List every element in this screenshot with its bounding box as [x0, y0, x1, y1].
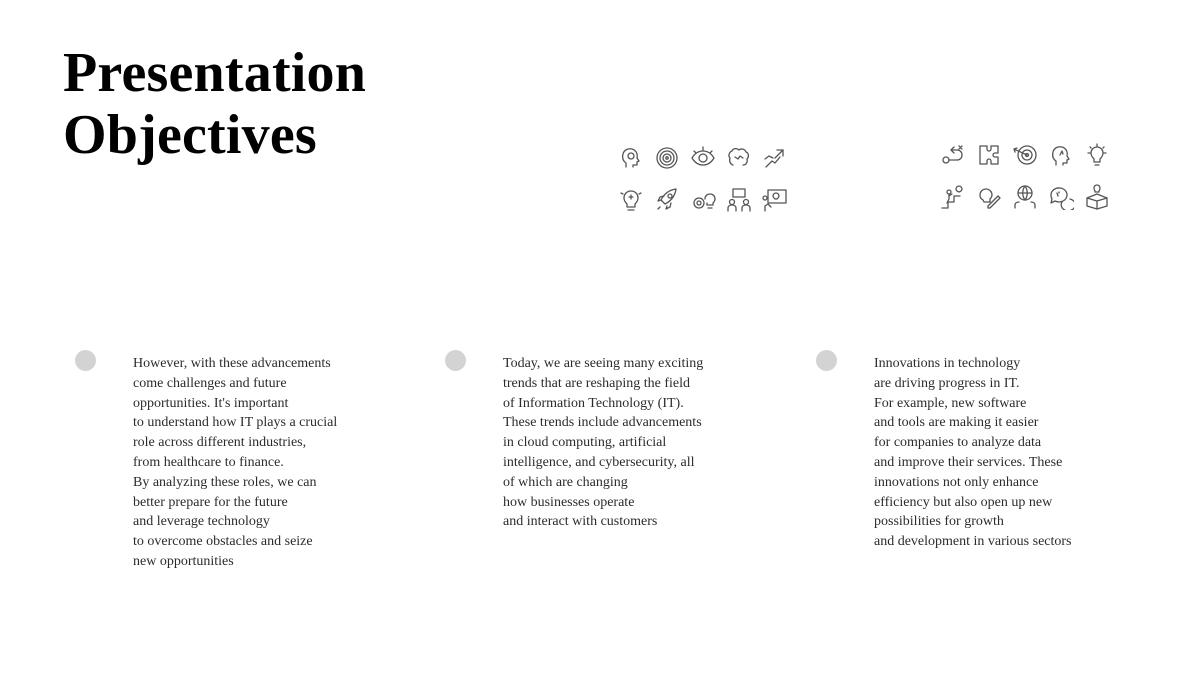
text-line: role across different industries,: [133, 435, 307, 451]
gears-bulb-icon: [685, 179, 721, 221]
head-gear-icon: [613, 137, 649, 179]
title-line-2: Objectives: [63, 104, 317, 166]
text-line: how businesses operate: [503, 494, 635, 510]
text-line: better prepare for the future: [133, 494, 288, 510]
text-line: for companies to analyze data: [874, 435, 1042, 451]
text-line: of which are changing: [503, 474, 628, 490]
global-team-icon: [1007, 176, 1043, 218]
text-line: in cloud computing, artificial: [503, 435, 667, 451]
text-line: opportunities. It's important: [133, 395, 289, 411]
text-line: trends that are reshaping the field: [503, 375, 690, 391]
title-line-1: Presentation: [63, 42, 367, 104]
text-line: intelligence, and cybersecurity, all: [503, 454, 695, 470]
text-line: For example, new software: [874, 395, 1027, 411]
text-line: come challenges and future: [133, 375, 287, 391]
lightbulb-icon: [1079, 134, 1115, 176]
head-idea-icon: [1043, 134, 1079, 176]
objective-text-3: [874, 354, 1072, 552]
text-line: to understand how IT plays a crucial: [133, 415, 338, 431]
text-line: of Information Technology (IT).: [503, 395, 684, 411]
dart-target-icon: [1007, 134, 1043, 176]
lightbulb-head-icon: [613, 179, 649, 221]
text-line: However, with these advancements: [133, 356, 331, 371]
rocket-icon: [649, 179, 685, 221]
text-line: By analyzing these roles, we can: [133, 474, 317, 490]
bullet-dot: [816, 350, 837, 371]
icon-group-left: [613, 137, 793, 221]
text-line: new opportunities: [133, 553, 234, 569]
team-board-icon: [721, 179, 757, 221]
text-line: and interact with customers: [503, 514, 658, 530]
text-line: Innovations in technology: [874, 356, 1021, 371]
objective-text-1: [133, 354, 337, 572]
icon-group-right: [935, 134, 1115, 218]
eye-icon: [685, 137, 721, 179]
objective-text-2: [503, 354, 703, 532]
text-line: efficiency but also open up new: [874, 494, 1053, 510]
text-line: and improve their services. These: [874, 454, 1063, 470]
text-line: These trends include advancements: [503, 415, 702, 431]
slide-title: [63, 42, 366, 166]
puzzle-icon: [971, 134, 1007, 176]
bullet-dot: [445, 350, 466, 371]
chat-idea-icon: [1043, 176, 1079, 218]
climbing-goal-icon: [935, 176, 971, 218]
text-line: are driving progress in IT.: [874, 375, 1020, 391]
text-line: and leverage technology: [133, 514, 270, 530]
text-line: to overcome obstacles and seize: [133, 534, 313, 550]
process-flow-icon: [935, 134, 971, 176]
text-line: and development in various sectors: [874, 534, 1072, 550]
target-icon: [649, 137, 685, 179]
brain-icon: [721, 137, 757, 179]
text-line: and tools are making it easier: [874, 415, 1039, 431]
text-line: Today, we are seeing many exciting: [503, 356, 704, 371]
bulb-pencil-icon: [971, 176, 1007, 218]
text-line: from healthcare to finance.: [133, 454, 284, 470]
presentation-bulb-icon: [757, 179, 793, 221]
hand-arrow-icon: [757, 137, 793, 179]
bullet-dot: [75, 350, 96, 371]
text-line: possibilities for growth: [874, 514, 1004, 530]
text-line: innovations not only enhance: [874, 474, 1039, 490]
box-idea-icon: [1079, 176, 1115, 218]
